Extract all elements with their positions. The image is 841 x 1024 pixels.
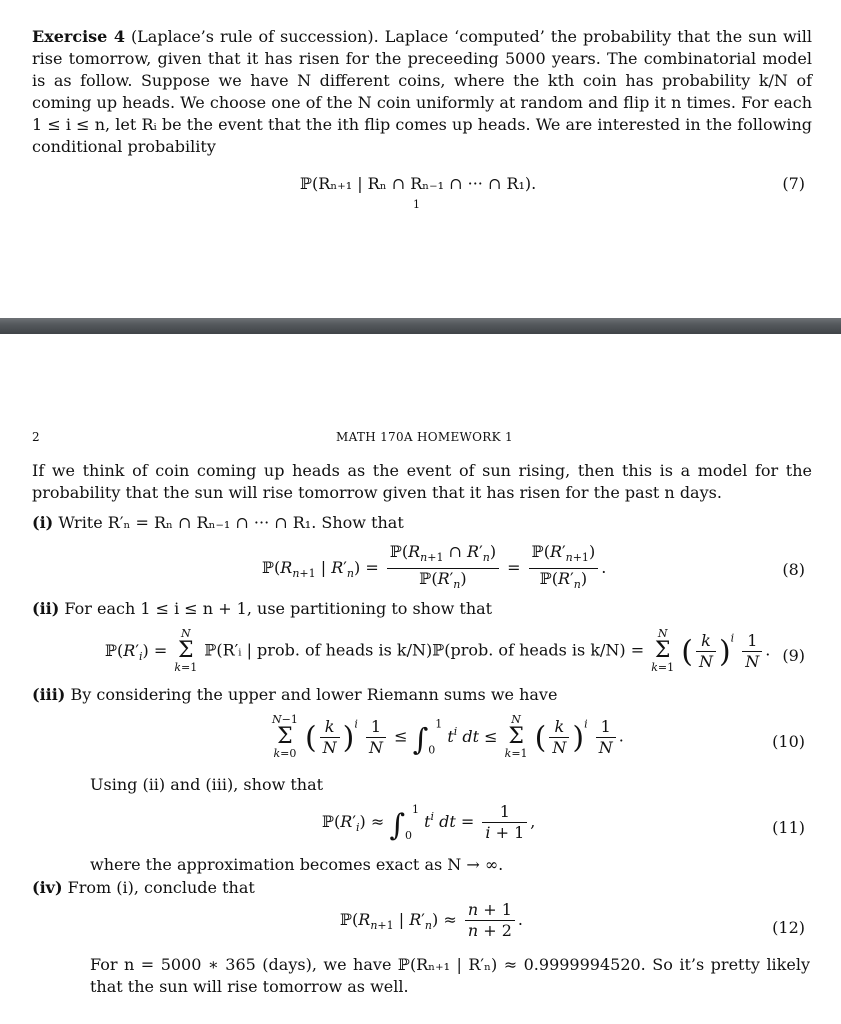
equation-11: $ℙ(R'_i) \approx \int_0^1$ $t^i$ dt = $\frac{1}{i + 1}$ , (322, 802, 536, 843)
equation-10: N−1 Σ k=0 ( $\frac{k}{N}$ )$^i$ $\frac{1}{N}$ ≤ $\int_0^1$ $t^i$ dt ≤ N Σ k=1 ( $\frac{k}{N}$ )$^i$ $\frac{1}{N}$ . (272, 713, 624, 760)
exercise-label: Exercise 4 (32, 27, 125, 46)
conclusion-text: For n = 5000 ∗ 365 (days), we have ℙ(Rₙ₊₁ | R′ₙ) ≈ 0.9999994520. So it’s pretty likely that the sun will rise tomorrow as well. (90, 955, 810, 996)
part-iii (32, 684, 812, 706)
equation-8-number: (8) (782, 560, 805, 579)
equation-9: $ℙ(R'_i) = N$ Σ k=1 ℙ(R′ᵢ | prob. of heads is k/N)ℙ(prob. of heads is k/N) = N Σ k=1 ( $\frac{k}{N}$ )$^i$ $\frac{1}{N}$ . (105, 627, 771, 674)
equation-12-number: (12) (772, 918, 805, 937)
where-text: where the approximation becomes exact as N → ∞. (90, 855, 504, 874)
equation-7-number: (7) (782, 174, 805, 193)
part-iv-text: From (i), conclude that (67, 878, 255, 897)
part-iii-label: (iii) (32, 685, 66, 704)
part-ii (32, 598, 812, 620)
exercise-intro: Laplace ‘computed’ the probability that the sun will rise tomorrow, given that it has risen for the preceeding 5000 years. The combinatorial model is as follow. Suppose we have N different coins, where the kth coin has probability k/N of coming up heads. We choose one of the N coin uniformly at random and flip it n times. For each 1 ≤ i ≤ n, let Rᵢ be the event that the ith flip comes up heads. We are interested in the following conditional probability (32, 27, 813, 156)
page-number-2: 2 (32, 430, 40, 444)
equation-7 (300, 174, 536, 194)
equation-8: $ℙ(R_{n+1}$ | $R'_n$) = $\frac{ℙ(R_{n+1} \cap R'_n)}{ℙ(R'_n)}$ = $\frac{ℙ(R'_{n+1})}{ℙ(R'_n)}$ . (262, 542, 607, 591)
page-2 (0, 334, 841, 1024)
model-paragraph: If we think of coin coming up heads as the event of sun rising, then this is a model for the probability that the sun will rise tomorrow given that it has risen for the past n days. (32, 461, 812, 502)
exercise-4-paragraph (32, 26, 812, 158)
equation-7-text: ℙ(Rₙ₊₁ | Rₙ ∩ Rₙ₋₁ ∩ ··· ∩ R₁). (300, 174, 537, 193)
using-text: Using (ii) and (iii), show that (90, 775, 324, 794)
exercise-title: (Laplace’s rule of succession). (130, 27, 379, 46)
page-divider (0, 318, 841, 334)
part-iv-label: (iv) (32, 878, 63, 897)
running-head: MATH 170A HOMEWORK 1 (336, 430, 513, 444)
page-number-1: 1 (413, 198, 420, 211)
part-iii-text: By considering the upper and lower Riemann sums we have (70, 685, 558, 704)
part-i-label: (i) (32, 513, 54, 532)
part-i-text: Write R′ₙ = Rₙ ∩ Rₙ₋₁ ∩ ··· ∩ R₁. Show that (58, 513, 404, 532)
part-ii-text: For each 1 ≤ i ≤ n + 1, use partitioning to show that (64, 599, 493, 618)
part-iv (32, 877, 812, 899)
equation-9-middle: ℙ(R′ᵢ | prob. of heads is k/N)ℙ(prob. of heads is k/N) = (204, 640, 645, 660)
equation-11-number: (11) (772, 818, 805, 837)
equation-12: $ℙ(R_{n+1}$ | $R'_n$) ≈ $\frac{n + 1}{n + 2}$ . (340, 900, 523, 940)
equation-10-number: (10) (772, 732, 805, 751)
part-i (32, 512, 812, 534)
part-ii-label: (ii) (32, 599, 60, 618)
equation-9-number: (9) (782, 646, 805, 665)
page-1 (0, 0, 841, 318)
